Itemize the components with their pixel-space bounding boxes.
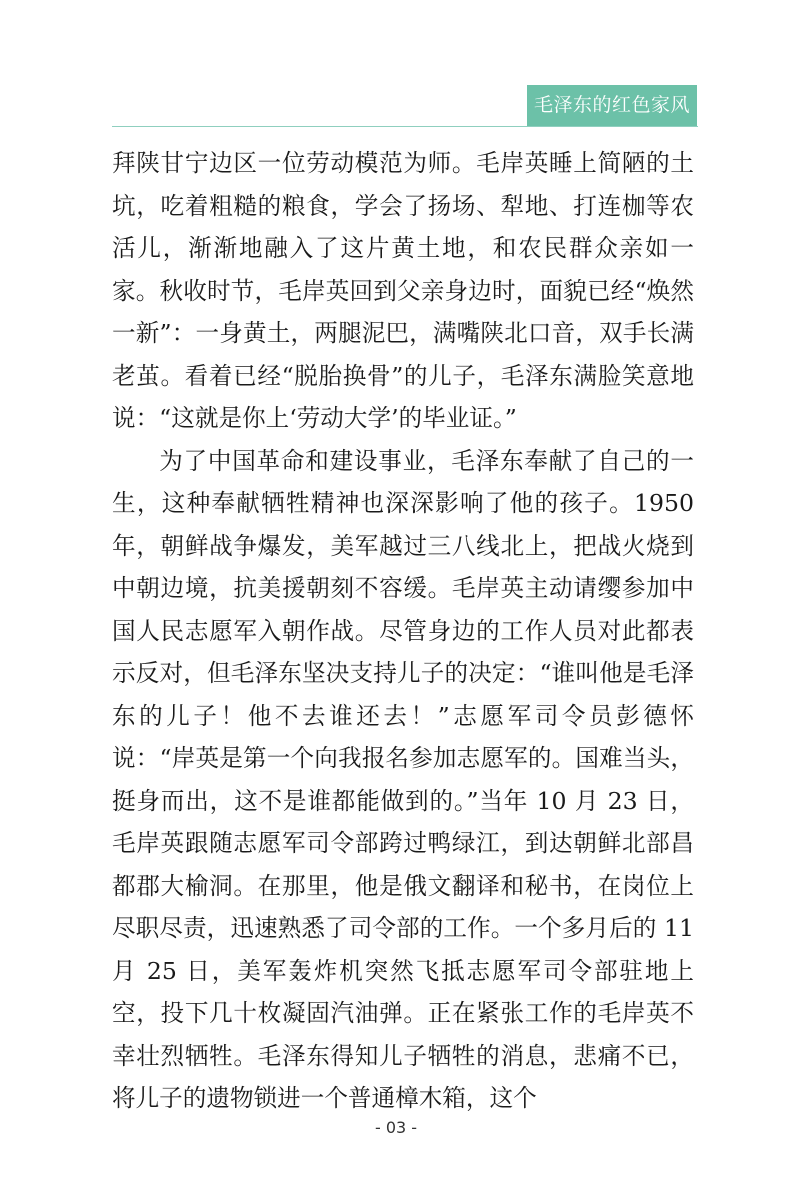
- chapter-header-tab: [527, 85, 697, 126]
- header-rule: [112, 126, 698, 127]
- paragraph-1: 拜陕甘宁边区一位劳动模范为师。毛岸英睡上简陋的土坑，吃着粗糙的粮食，学会了扬场、犁地、打连枷等农活儿，渐渐地融入了这片黄土地，和农民群众亲如一家。秋收时节，毛岸英回到父亲身边时，面貌已经“焕然一新”：一身黄土，两腿泥巴，满嘴陕北口音，双手长满老茧。看着已经“脱胎换骨”的儿子，毛泽东满脸笑意地说：“这就是你上‘劳动大学’的毕业证。”: [112, 149, 694, 432]
- page-number: - 03 -: [374, 1118, 418, 1137]
- paragraph-2: 为了中国革命和建设事业，毛泽东奉献了自己的一生，这种奉献牺牲精神也深深影响了他的孩子。1950 年，朝鲜战争爆发，美军越过三八线北上，把战火烧到中朝边境，抗美援朝刻不容缓。毛岸英主动请缨参加中国人民志愿军入朝作战。尽管身边的工作人员对此都表示反对，但毛泽东坚决支持儿子的决定：“谁叫他是毛泽东的儿子！他不去谁还去！”志愿军司令员彭德怀说：“岸英是第一个向我报名参加志愿军的。国难当头，挺身而出，这不是谁都能做到的。”当年 10 月 23 日，毛岸英跟随志愿军司令部跨过鸭绿江，到达朝鲜北部昌都郡大榆洞。在那里，他是俄文翻译和秘书，在岗位上尽职尽责，迅速熟悉了司令部的工作。一个多月后的 11 月 25 日，美军轰炸机突然飞抵志愿军司令部驻地上空，投下几十枚凝固汽油弹。正在紧张工作的毛岸英不幸壮烈牺牲。毛泽东得知儿子牺牲的消息，悲痛不已，将儿子的遗物锁进一个普通樟木箱，这个: [112, 446, 694, 1112]
- body-text: [112, 142, 694, 1120]
- chapter-title: 毛泽东的红色家风: [533, 94, 690, 116]
